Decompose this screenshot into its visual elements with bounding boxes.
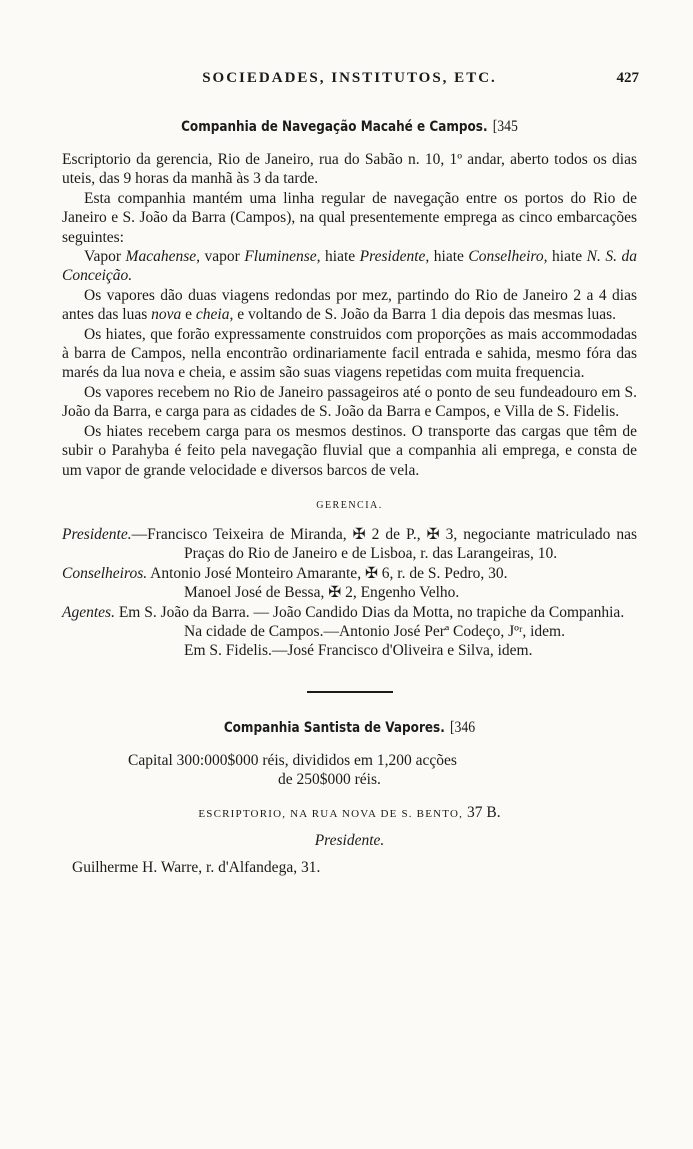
section-title-text: Companhia de Navegação Macahé e Campos. <box>181 119 488 135</box>
gerencia-label: GERENCIA. <box>316 499 383 511</box>
section-divider <box>307 691 393 693</box>
conselheiros-text-1: Antonio José Monteiro Amarante, ✠ 6, r. de S. Pedro, 30. <box>147 564 508 582</box>
entry-conselheiros <box>62 564 637 583</box>
role-agentes: Agentes. <box>62 603 115 621</box>
role-presidente: Presidente. <box>62 525 132 543</box>
section-title-macahe <box>102 118 597 136</box>
section-number: [346 <box>449 718 476 736</box>
paragraph-escriptorio: Escriptorio da gerencia, Rio de Janeiro, rua do Sabão n. 10, 1º andar, aberto todos os dias uteis, das 9 horas da manhã às 3 da tarde. <box>62 151 637 188</box>
entry-agentes <box>62 603 637 622</box>
role-conselheiros: Conselheiros. <box>62 564 148 582</box>
paragraph-embarcacoes: Vapor Macahense, vapor Fluminense, hiate Presidente, hiate Conselheiro, hiate N. S. da Conceição. <box>62 248 638 285</box>
presidente-text: —Francisco Teixeira de Miranda, ✠ 2 de P., ✠ 3, negociante matriculado nas Praças do Rio de Janeiro e de Lisboa, r. das Larangeiras, 10. <box>131 525 637 563</box>
entry-presidente <box>62 525 637 564</box>
escriptorio-label: ESCRIPTORIO, NA RUA NOVA DE S. BENTO, <box>198 807 464 820</box>
agentes-text-2: Na cidade de Campos.—Antonio José Perª Codeço, Jºʳ, idem. <box>184 622 565 640</box>
escriptorio-address <box>62 804 637 822</box>
escriptorio-number: 37 B. <box>467 803 501 821</box>
running-title: SOCIEDADES, INSTITUTOS, ETC. <box>202 70 497 86</box>
section-title-text: Companhia Santista de Vapores. <box>223 719 445 736</box>
section-title-santista <box>102 719 597 737</box>
president-name: Guilherme H. Warre, r. d'Alfandega, 31. <box>72 858 321 876</box>
running-header <box>62 70 637 100</box>
paragraph-passageiros: Os vapores recebem no Rio de Janeiro passageiros até o ponto de seu fundeadouro em S. João da Barra, e carga para as cidades de S. João da Barra e Campos, e Villa de S. Fidelis. <box>62 383 637 421</box>
paragraph-hiates: Os hiates, que forão expressamente construidos com proporções as mais accommodadas à barra de Campos, nella encontrão ordinariamente facil entrada e sahida, mesmo fóra das marés da lua nova e cheia, e assim são suas viagens repetidas com muita frequencia. <box>62 325 637 382</box>
paragraph-cargas: Os hiates recebem carga para os mesmos destinos. O transporte das cargas que têm de subir o Parahyba é feito pela navegação fluvial que a companhia ali emprega, e consta de um vapor de grande velocidade e diversos barcos de vela. <box>62 422 637 479</box>
capital-line-1: Capital 300:000$000 réis, divididos em 1,200 acções <box>128 751 457 769</box>
agentes-text-3: Em S. Fidelis.—José Francisco d'Oliveira e Silva, idem. <box>184 642 533 660</box>
paragraph-vapores: Os vapores dão duas viagens redondas por mez, partindo do Rio de Janeiro 2 a 4 dias antes das luas nova e cheia, e voltando de S. João da Barra 1 dia depois das mesmas luas. <box>62 286 637 324</box>
capital-statement <box>62 751 637 790</box>
conselheiros-text-2: Manoel José de Bessa, ✠ 2, Engenho Velho. <box>184 584 460 602</box>
book-page <box>62 70 637 877</box>
capital-line-2: de 250$000 réis. <box>278 771 381 789</box>
president-label: Presidente. <box>314 831 385 849</box>
page-number: 427 <box>616 70 639 86</box>
paragraph-linha: Esta companhia mantém uma linha regular de navegação entre os portos do Rio de Janeiro e S. João da Barra (Campos), na qual presentemente emprega as cinco embarcações seguintes: <box>62 189 637 246</box>
section-number: [345 <box>492 118 518 135</box>
agentes-text-1: Em S. João da Barra. — João Candido Dias da Motta, no trapiche da Companhia. <box>114 603 625 621</box>
